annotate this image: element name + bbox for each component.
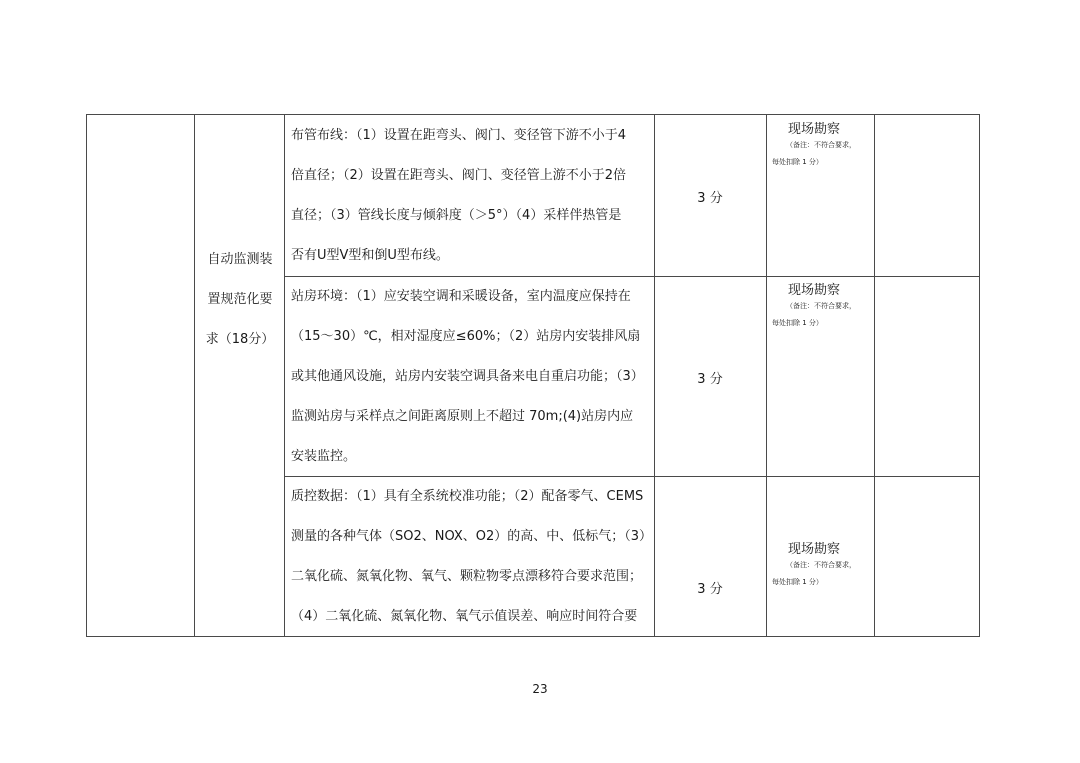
column-divider (194, 114, 195, 637)
requirement-line: 布管布线：（1）设置在距弯头、阀门、变径管下游不小于4 (291, 128, 627, 143)
requirement-cell (291, 277, 653, 477)
requirement-line: 监测站房与采样点之间距离原则上不超过 70m;(4)站房内应 (291, 409, 634, 424)
score-cell: 3 分 (697, 372, 723, 387)
table-top-border (86, 114, 980, 115)
method-note: 每处扣除 1 分） (772, 578, 823, 586)
method-cell (770, 538, 870, 587)
method-note: （备注：不符合要求， (786, 561, 856, 569)
score-cell: 3 分 (697, 582, 723, 597)
requirement-line: 或其他通风设施，站房内安装空调具备来电自重启功能；（3） (291, 369, 644, 384)
column-divider (86, 114, 87, 637)
category-line: 自动监测装 (207, 252, 273, 267)
method-title: 现场勘察 (787, 122, 840, 137)
requirement-line: 质控数据：（1）具有全系统校准功能；（2）配备零气、CEMS (291, 489, 644, 504)
requirement-line: 测量的各种气体（SO2、NOX、O2）的高、中、低标气；（3） (291, 529, 653, 544)
requirement-line: 直径；（3）管线长度与倾斜度（＞5°）（4）采样伴热管是 (291, 208, 622, 223)
score-cell: 3 分 (697, 191, 723, 206)
column-divider (979, 114, 980, 637)
category-line: 求（18分） (205, 332, 275, 347)
requirement-cell (291, 477, 653, 637)
method-note: （备注：不符合要求， (786, 141, 856, 149)
column-divider (284, 114, 285, 637)
requirement-cell (291, 116, 653, 276)
requirement-line: 倍直径；（2）设置在距弯头、阀门、变径管上游不小于2倍 (291, 168, 627, 183)
method-cell (770, 279, 870, 328)
column-divider (874, 114, 875, 637)
method-title: 现场勘察 (787, 283, 840, 298)
method-title: 现场勘察 (787, 542, 840, 557)
page-number: 23 (532, 682, 548, 696)
requirement-line: 站房环境：（1）应安装空调和采暖设备，室内温度应保持在 (291, 289, 631, 304)
method-note: 每处扣除 1 分） (772, 158, 823, 166)
category-line: 置规范化要 (207, 292, 273, 307)
method-note: 每处扣除 1 分） (772, 319, 823, 327)
requirement-line: 二氧化硫、氮氧化物、氧气、颗粒物零点漂移符合要求范围； (291, 569, 643, 584)
method-cell (770, 118, 870, 167)
method-note: （备注：不符合要求， (786, 302, 856, 310)
requirement-line: 安装监控。 (291, 449, 357, 464)
requirement-line: （15～30）℃，相对湿度应≤60%；（2）站房内安装排风扇 (291, 329, 641, 344)
requirement-line: （4）二氧化硫、氮氧化物、氧气示值误差、响应时间符合要 (291, 609, 638, 624)
column-divider (766, 114, 767, 637)
category-cell (196, 240, 284, 360)
requirement-line: 否有U型V型和倒U型布线。 (291, 248, 449, 263)
